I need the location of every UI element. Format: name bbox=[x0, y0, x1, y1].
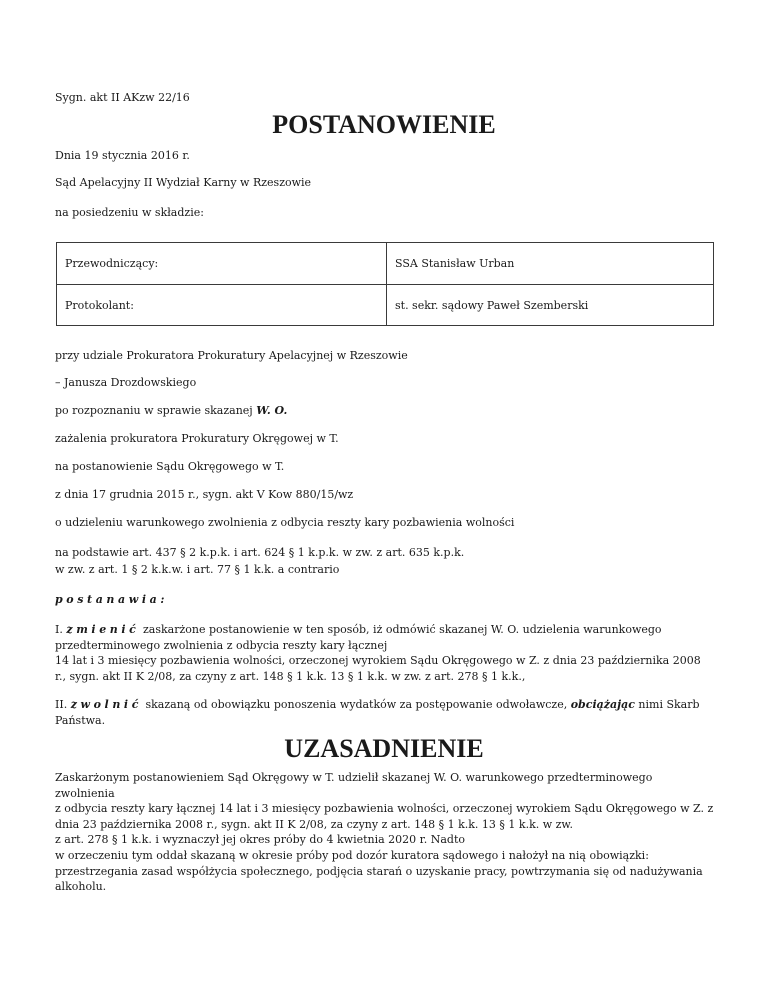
ruling-line: 14 lat i 3 miesięcy pozbawienia wolności, orzeczonej wyrokiem Sądu Okręgowego w Z. z dnia 23 października 2008 bbox=[55, 654, 701, 668]
decision-date: Dnia 19 stycznia 2016 r. bbox=[55, 149, 190, 162]
justification-line: z odbycia reszty kary łącznej 14 lat i 3 miesięcy pozbawienia wolności, orzeczonej wyrokiem Sądu Okręgowego w Z. z bbox=[55, 802, 714, 816]
justification-line: z art. 278 § 1 k.k. i wyznaczył jej okres próby do 4 kwietnia 2020 r. Nadto bbox=[55, 833, 465, 847]
emphasis-text: obciążając bbox=[570, 698, 635, 711]
point-number: I. bbox=[55, 623, 63, 636]
case-line bbox=[55, 403, 287, 418]
case-prefix: po rozpoznaniu w sprawie skazanej bbox=[55, 404, 257, 417]
convict-initials: W. O. bbox=[256, 404, 288, 417]
justification-line: alkoholu. bbox=[55, 880, 107, 894]
legal-basis-line: w zw. z art. 1 § 2 k.k.w. i art. 77 § 1 k.k. a contrario bbox=[55, 563, 340, 576]
justification-body bbox=[55, 770, 715, 895]
session-composition: na posiedzeniu w składzie: bbox=[55, 206, 204, 219]
ruling-point-2 bbox=[55, 697, 715, 728]
court-name: Sąd Apelacyjny II Wydział Karny w Rzeszowie bbox=[55, 176, 312, 189]
appealed-decision-line: na postanowienie Sądu Okręgowego w T. bbox=[55, 460, 285, 473]
subject-line: o udzieleniu warunkowego zwolnienia z odbycia reszty kary pozbawienia wolności bbox=[55, 516, 515, 529]
justification-line: Zaskarżonym postanowieniem Sąd Okręgowy w T. udzielił skazanej W. O. warunkowego przedterminowego bbox=[55, 771, 653, 784]
case-signature: Sygn. akt II AKzw 22/16 bbox=[55, 91, 190, 104]
ruling-text: skazaną od obowiązku ponoszenia wydatków za postępowanie odwoławcze, bbox=[142, 698, 571, 711]
legal-basis-line: na podstawie art. 437 § 2 k.p.k. i art. 624 § 1 k.p.k. w zw. z art. 635 k.p.k. bbox=[55, 546, 465, 559]
panel-role: Przewodniczący: bbox=[57, 243, 387, 285]
panel-role: Protokolant: bbox=[57, 285, 387, 326]
point-number: II. bbox=[55, 698, 68, 711]
justification-line: przestrzegania zasad współżycia społecznego, podjęcia starań o uzyskanie pracy, powtrzymania się od nadużywania bbox=[55, 864, 703, 878]
ruling-line: przedterminowego zwolnienia z odbycia reszty kary łącznej bbox=[55, 638, 388, 652]
resolves-heading: postanawia: bbox=[55, 593, 168, 606]
panel-table bbox=[56, 242, 714, 326]
document-title: POSTANOWIENIE bbox=[272, 110, 496, 139]
ruling-line bbox=[55, 622, 715, 638]
justification-title: UZASADNIENIE bbox=[284, 734, 484, 763]
ruling-text: zaskarżone postanowienie w ten sposób, iż odmówić skazanej W. O. udzielenia warunkowego bbox=[139, 623, 662, 636]
ruling-point-1 bbox=[55, 622, 715, 684]
ruling-line bbox=[55, 697, 715, 713]
prosecutor-line: przy udziale Prokuratora Prokuratury Apelacyjnej w Rzeszowie bbox=[55, 349, 408, 362]
ruling-text: nimi Skarb bbox=[634, 698, 700, 711]
appealed-decision-date: z dnia 17 grudnia 2015 r., sygn. akt V Kow 880/15/wz bbox=[55, 488, 354, 501]
ruling-verb: zwolnić bbox=[70, 698, 142, 711]
complaint-line: zażalenia prokuratora Prokuratury Okręgowej w T. bbox=[55, 432, 339, 445]
ruling-verb: zmienić bbox=[66, 623, 140, 636]
table-row bbox=[57, 285, 714, 326]
ruling-line: r., sygn. akt II K 2/08, za czyny z art. 148 § 1 k.k. 13 § 1 k.k. w zw. z art. 278 § 1 k.k., bbox=[55, 669, 526, 683]
panel-person: SSA Stanisław Urban bbox=[387, 243, 714, 285]
ruling-line: Państwa. bbox=[55, 713, 106, 727]
justification-line: zwolnienia bbox=[55, 786, 115, 800]
table-row bbox=[57, 243, 714, 285]
justification-line: w orzeczeniu tym oddał skazaną w okresie próby pod dozór kuratora sądowego i nałożył na nią obowiązki: bbox=[55, 848, 649, 862]
justification-line: dnia 23 października 2008 r., sygn. akt II K 2/08, za czyny z art. 148 § 1 k.k. 13 § 1 k.k. w zw. bbox=[55, 817, 574, 831]
panel-person: st. sekr. sądowy Paweł Szemberski bbox=[387, 285, 714, 326]
prosecutor-name: – Janusza Drozdowskiego bbox=[55, 376, 197, 389]
